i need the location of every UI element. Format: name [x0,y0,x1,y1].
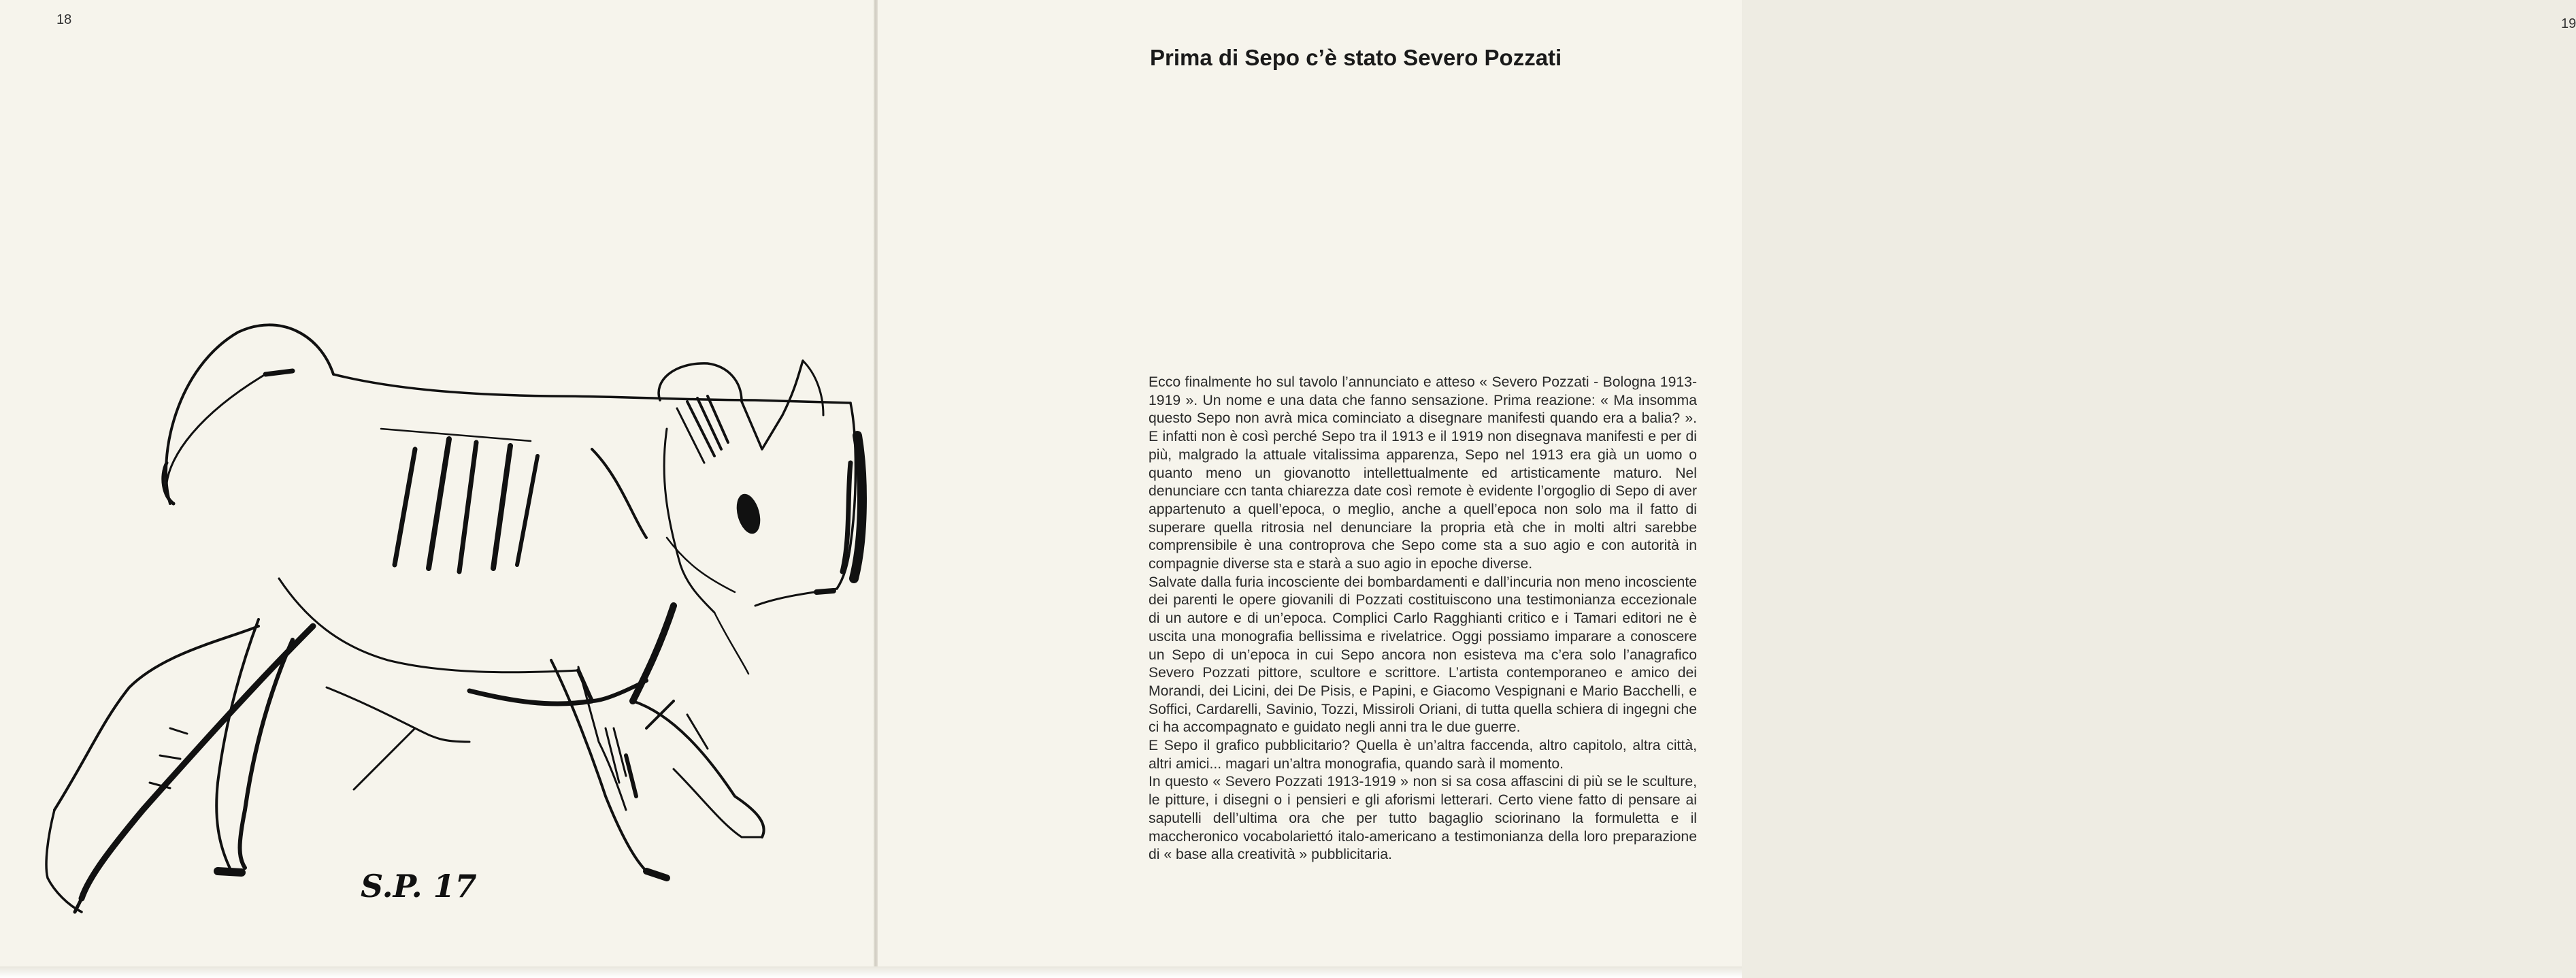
paragraph-1: Ecco finalmente ho sul tavolo l’annunciato e atteso « Severo Pozzati - Bologna 1913-1919 ». Un nome e una data che fanno sensazione. Prima reazione: « Ma insomma questo Sepo non avrà mica cominciato a disegnare manifesti quando era a balia? ». E infatti non è così perché Sepo tra il 1913 e il 1919 non disegnava manifesti e per di più, malgrado la attuale vitalissima apparenza, Sepo nel 1913 era già un uomo o quanto meno un giovanotto intellettualmente ed artisticamente maturo. Nel denunciare ccn tanta chiarezza date così remote è evidente l’orgoglio di Sepo di aver appartenuto a quell’epoca, o meglio, anche a quell’epoca non solo ma il fatto di superare quella ritrosia nel denunciare la propria età che in molti altri sarebbe comprensibile è una controprova che Sepo come sta a suo agio e con autorità in compagnie diverse sta e starà a suo agio in epoche diverse. [1149,374,1697,572]
paragraph-3: E Sepo il grafico pubblicitario? Quella è un’altra faccenda, altro capitolo, altra città, altri amici... magari un’altra monografia, quando sarà il momento. [1149,738,1697,772]
left-page [0,0,874,970]
bull-sketch-illustration [34,320,878,919]
article-title: Prima di Sepo c’è stato Severo Pozzati [1150,45,1562,70]
signature-text: S.P. 17 [361,868,477,904]
page-number-left: 18 [56,12,72,27]
paragraph-2: Salvate dalla furia incosciente dei bombardamenti e dall’incuria non meno incosciente dei parenti le opere giovanili di Pozzati costituiscono una testimonianza eccezionale di un autore e di un’epoca. Complici Carlo Ragghianti critico e i Tamari editori ne è uscita una monografia bellissima e rivelatrice. Oggi possiamo imparare a conoscere un Sepo di un’epoca in cui Sepo ancora non esisteva ma c’era solo l’anagrafico Severo Pozzati pittore, scultore e scrittore. L’artista contemporaneo e amico dei Morandi, dei Licini, dei De Pisis, e Papini, e Giacomo Vespignani e Mario Bacchelli, e Soffici, Cardarelli, Savinio, Tozzi, Missiroli Oriani, di tutta quella schiera di ingegni che ci ha accompagnato e guidato negli anni tra le due guerre. [1149,574,1697,736]
page-bottom-edge [0,966,1742,978]
page-number-right: 19 [2561,16,2576,31]
paragraph-4: In questo « Severo Pozzati 1913-1919 » non si sa cosa affascini di più se le sculture, le pitture, i disegni o i pensieri e gli aforismi letterari. Certo viene fatto di pensare ai saputelli dell’ultima ora che per tutto bagaglio sciorinano la formuletta e il maccheronico vocabolariettó italo-americano a testimonianza della loro preparazione di « base alla creatività » pubblicitaria. [1149,774,1697,863]
article-body [1149,374,1697,864]
